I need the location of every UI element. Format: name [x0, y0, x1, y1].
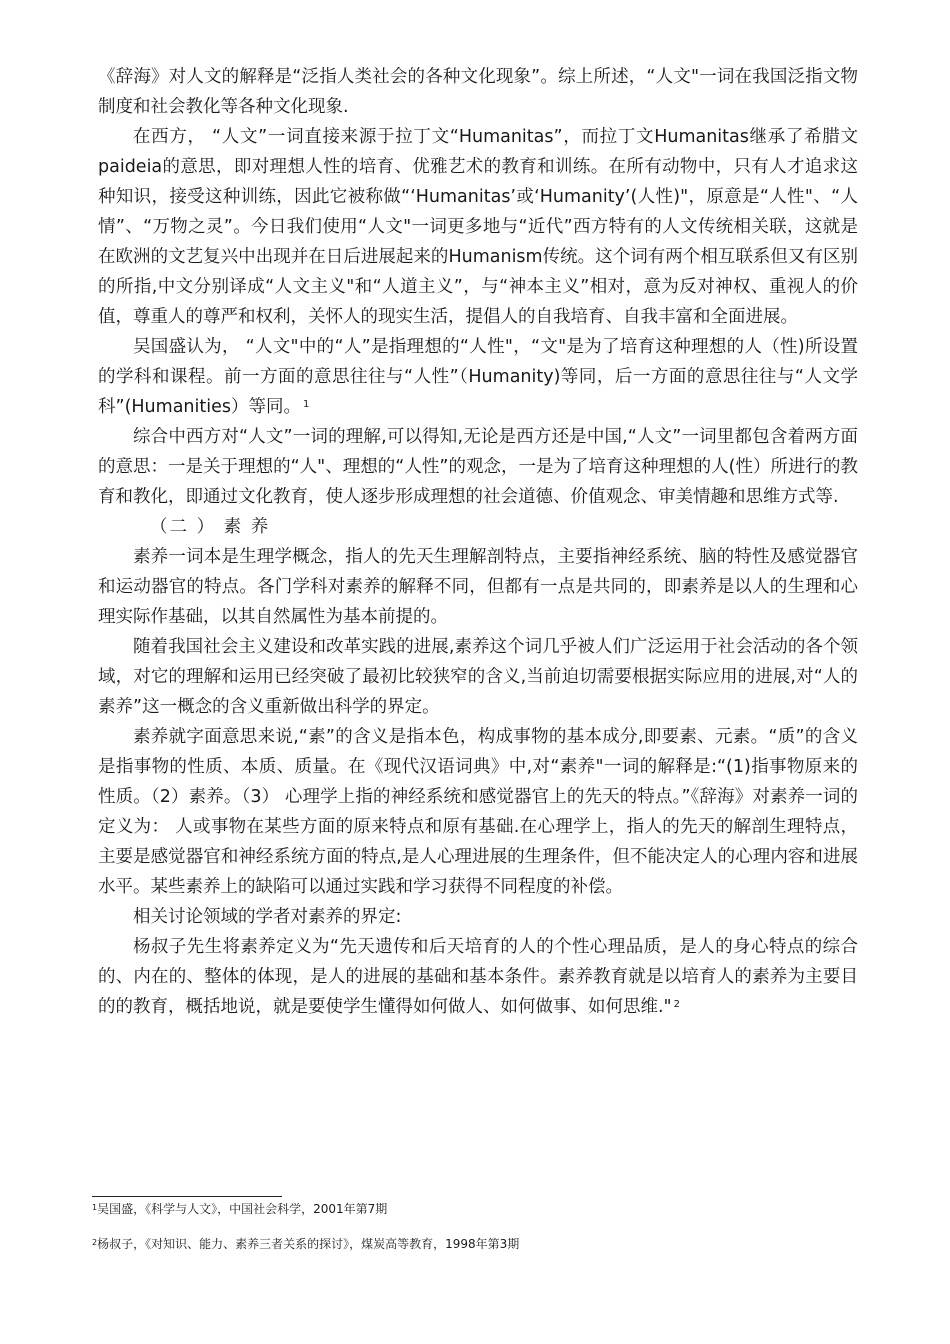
footnote-item	[92, 1237, 852, 1252]
footnote-text: 吴国盛，《科学与人文》，中国社会科学，2001年第7期	[97, 1202, 388, 1216]
footnote-mark: 1	[92, 1203, 98, 1212]
footnote-text: 杨叔子，《对知识、能力、素养三者关系的探讨》，煤炭高等教育，1998年第3期	[97, 1237, 520, 1251]
footnote-mark: 2	[92, 1238, 98, 1247]
footnote-reference[interactable]: 2	[673, 999, 680, 1010]
body-text	[98, 62, 858, 1022]
section-heading: （二 ） 素 养	[150, 517, 271, 537]
paragraph: 吴国盛认为， “人文"中的“人”是指理想的“人性"，“文"是为了培育这种理想的人（性)所设置的学科和课程。前一方面的意思往往与“人性”（Humanity)等同，后一方面的意思往往与“人文学科”(Humanities）等同。 $^1$	[98, 337, 858, 417]
footnote-item	[92, 1202, 852, 1217]
paragraph: 素养一词本是生理学概念，指人的先天生理解剖特点，主要指神经系统、脑的特性及感觉器官和运动器官的特点。各门学科对素养的解释不同，但都有一点是共同的，即素养是以人的生理和心理实际作基础，以其自然属性为基本前提的。	[98, 547, 858, 627]
paragraph: 随着我国社会主义建设和改革实践的进展,素养这个词几乎被人们广泛运用于社会活动的各个领域，对它的理解和运用已经突破了最初比较狭窄的含义,当前迫切需要根据实际应用的进展,对“人的素养”这一概念的含义重新做出科学的界定。	[98, 637, 858, 717]
paragraph: 综合中西方对“人文”一词的理解,可以得知,无论是西方还是中国,“人文”一词里都包含着两方面的意思：一是关于理想的“人"、理想的“人性”的观念，一是为了培育这种理想的人(性）所进行的教育和教化，即通过文化教育，使人逐步形成理想的社会道德、价值观念、审美情趣和思维方式等.	[98, 427, 858, 507]
footnote-separator	[92, 1196, 282, 1197]
paragraph: 在西方， “人文”一词直接来源于拉丁文“Humanitas”，而拉丁文Humanitas继承了希腊文paideia的意思，即对理想人性的培育、优雅艺术的教育和训练。在所有动物中，只有人才追求这种知识，接受这种训练，因此它被称做“‘Humanitas’或‘Humanity’(人性)"，原意是“人性"、“人情”、“万物之灵”。今日我们使用“人文"一词更多地与“近代”西方特有的人文传统相关联，这就是在欧洲的文艺复兴中出现并在日后进展起来的Humanism传统。这个词有两个相互联系但又有区别的所指,中文分别译成“人文主义"和“人道主义”，与“神本主义”相对，意为反对神权、重视人的价值，尊重人的尊严和权利，关怀人的现实生活，提倡人的自我培育、自我丰富和全面进展。	[98, 127, 858, 327]
footnote-reference[interactable]: 1	[302, 399, 310, 410]
paragraph: 素养就字面意思来说,“素”的含义是指本色，构成事物的基本成分,即要素、元素。“质”的含义是指事物的性质、本质、质量。在《现代汉语词典》中,对“素养"一词的解释是:“(1)指事物原来的性质。（2）素养。（3） 心理学上指的神经系统和感觉器官上的先天的特点。”《辞海》对素养一词的定义为： 人或事物在某些方面的原来特点和原有基础.在心理学上，指人的先天的解剖生理特点，主要是感觉器官和神经系统方面的特点,是人心理进展的生理条件，但不能决定人的心理内容和进展水平。某些素养上的缺陷可以通过实践和学习获得不同程度的补偿。	[98, 727, 858, 897]
paragraph: 《辞海》对人文的解释是“泛指人类社会的各种文化现象”。综上所述，“人文"一词在我国泛指文物制度和社会教化等各种文化现象.	[98, 67, 858, 117]
footnotes	[92, 1202, 852, 1272]
paragraph: 杨叔子先生将素养定义为“先天遗传和后天培育的人的个性心理品质，是人的身心特点的综合的、内在的、整体的体现，是人的进展的基础和基本条件。素养教育就是以培育人的素养为主要目的的教育，概括地说，就是要使学生懂得如何做人、如何做事、如何思维." $^2$	[98, 937, 858, 1017]
paragraph: 相关讨论领域的学者对素养的界定:	[133, 907, 402, 927]
